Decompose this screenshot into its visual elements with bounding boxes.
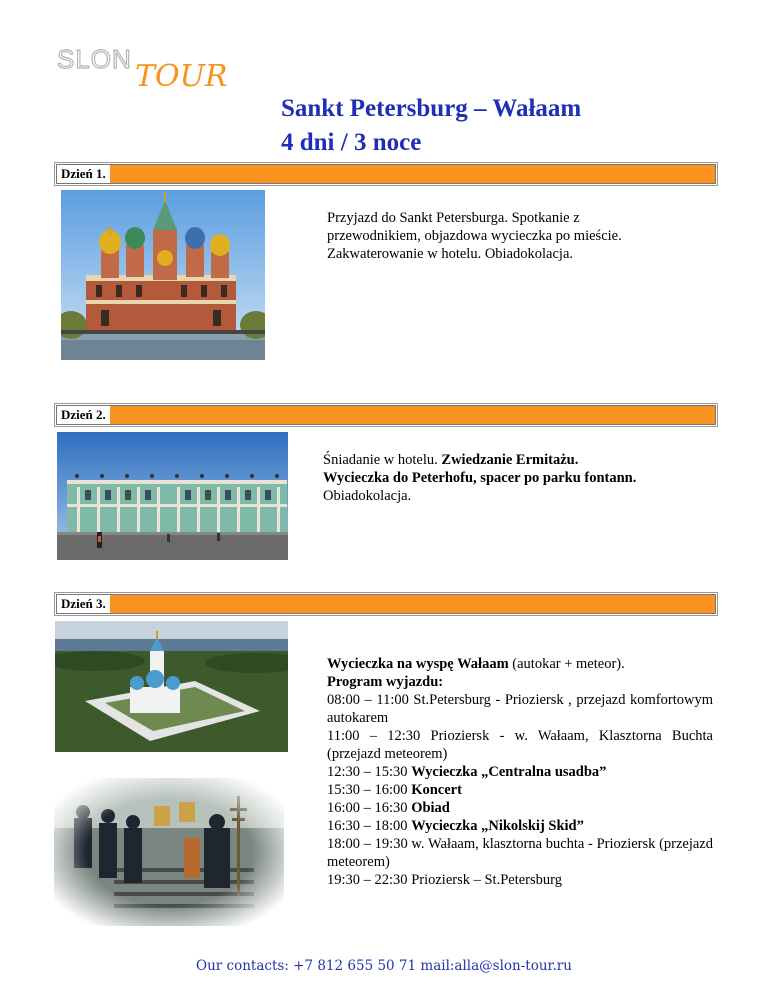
day1-header xyxy=(56,164,716,184)
day3-intro-normal: (autokar + meteor). xyxy=(508,656,625,672)
hermitage-photo xyxy=(57,432,288,560)
day1-line: przewodnikiem, objazdowa wycieczka po mieście. xyxy=(327,228,622,244)
day2-label: Dzień 2. xyxy=(57,406,110,424)
day1-description xyxy=(327,209,717,263)
day1-line: Przyjazd do Sankt Petersburga. Spotkanie z xyxy=(327,210,580,226)
schedule-item: 08:00 – 11:00 St.Petersburg - Prioziersk , przejazd komfortowym autokarem xyxy=(327,692,713,726)
logo-graphic xyxy=(55,38,245,98)
day1-label: Dzień 1. xyxy=(57,165,110,183)
day2-description xyxy=(323,451,723,505)
day3-header xyxy=(56,594,716,614)
monastery-photo xyxy=(55,621,288,752)
procession-photo xyxy=(54,778,284,926)
day2-hermitage: Zwiedzanie Ermitażu. xyxy=(441,452,579,468)
day3-label: Dzień 3. xyxy=(57,595,110,613)
schedule-item: 19:30 – 22:30 Prioziersk – St.Petersburg xyxy=(327,872,562,888)
day2-peterhof: Wycieczka do Peterhofu, spacer po parku fontann. xyxy=(323,470,637,486)
schedule-item: 15:30 – 16:00 Koncert xyxy=(327,782,462,798)
day1-line: Zakwaterowanie w hotelu. Obiadokolacja. xyxy=(327,246,574,262)
page-title-line2: 4 dni / 3 noce xyxy=(281,129,422,156)
day3-description xyxy=(327,655,713,889)
schedule-item: 12:30 – 15:30 Wycieczka „Centralna usadba” xyxy=(327,764,607,780)
logo-part2: TOUR xyxy=(135,59,228,94)
program-label: Program wyjazdu: xyxy=(327,674,444,690)
schedule-item: 16:00 – 16:30 Obiad xyxy=(327,800,450,816)
page-title-line1: Sankt Petersburg – Wałaam xyxy=(281,95,582,122)
schedule-item: 11:00 – 12:30 Prioziersk - w. Wałaam, Klasztorna Buchta (przejazd meteorem) xyxy=(327,728,713,762)
day2-header xyxy=(56,405,716,425)
schedule-item: 16:30 – 18:00 Wycieczka „Nikolskij Skid” xyxy=(327,818,584,834)
church-photo xyxy=(61,190,265,360)
company-logo xyxy=(55,38,245,98)
day3-intro-bold: Wycieczka na wyspę Wałaam xyxy=(327,656,509,672)
footer-contacts: Our contacts: +7 812 655 50 71 mail:alla@slon-tour.ru xyxy=(196,958,572,974)
day2-breakfast: Śniadanie w hotelu. xyxy=(323,452,442,468)
logo-part1: SLON xyxy=(57,44,132,74)
day2-dinner: Obiadokolacja. xyxy=(323,488,412,504)
schedule-item: 18:00 – 19:30 w. Wałaam, klasztorna buchta - Prioziersk (przejazd meteorem) xyxy=(327,836,713,870)
